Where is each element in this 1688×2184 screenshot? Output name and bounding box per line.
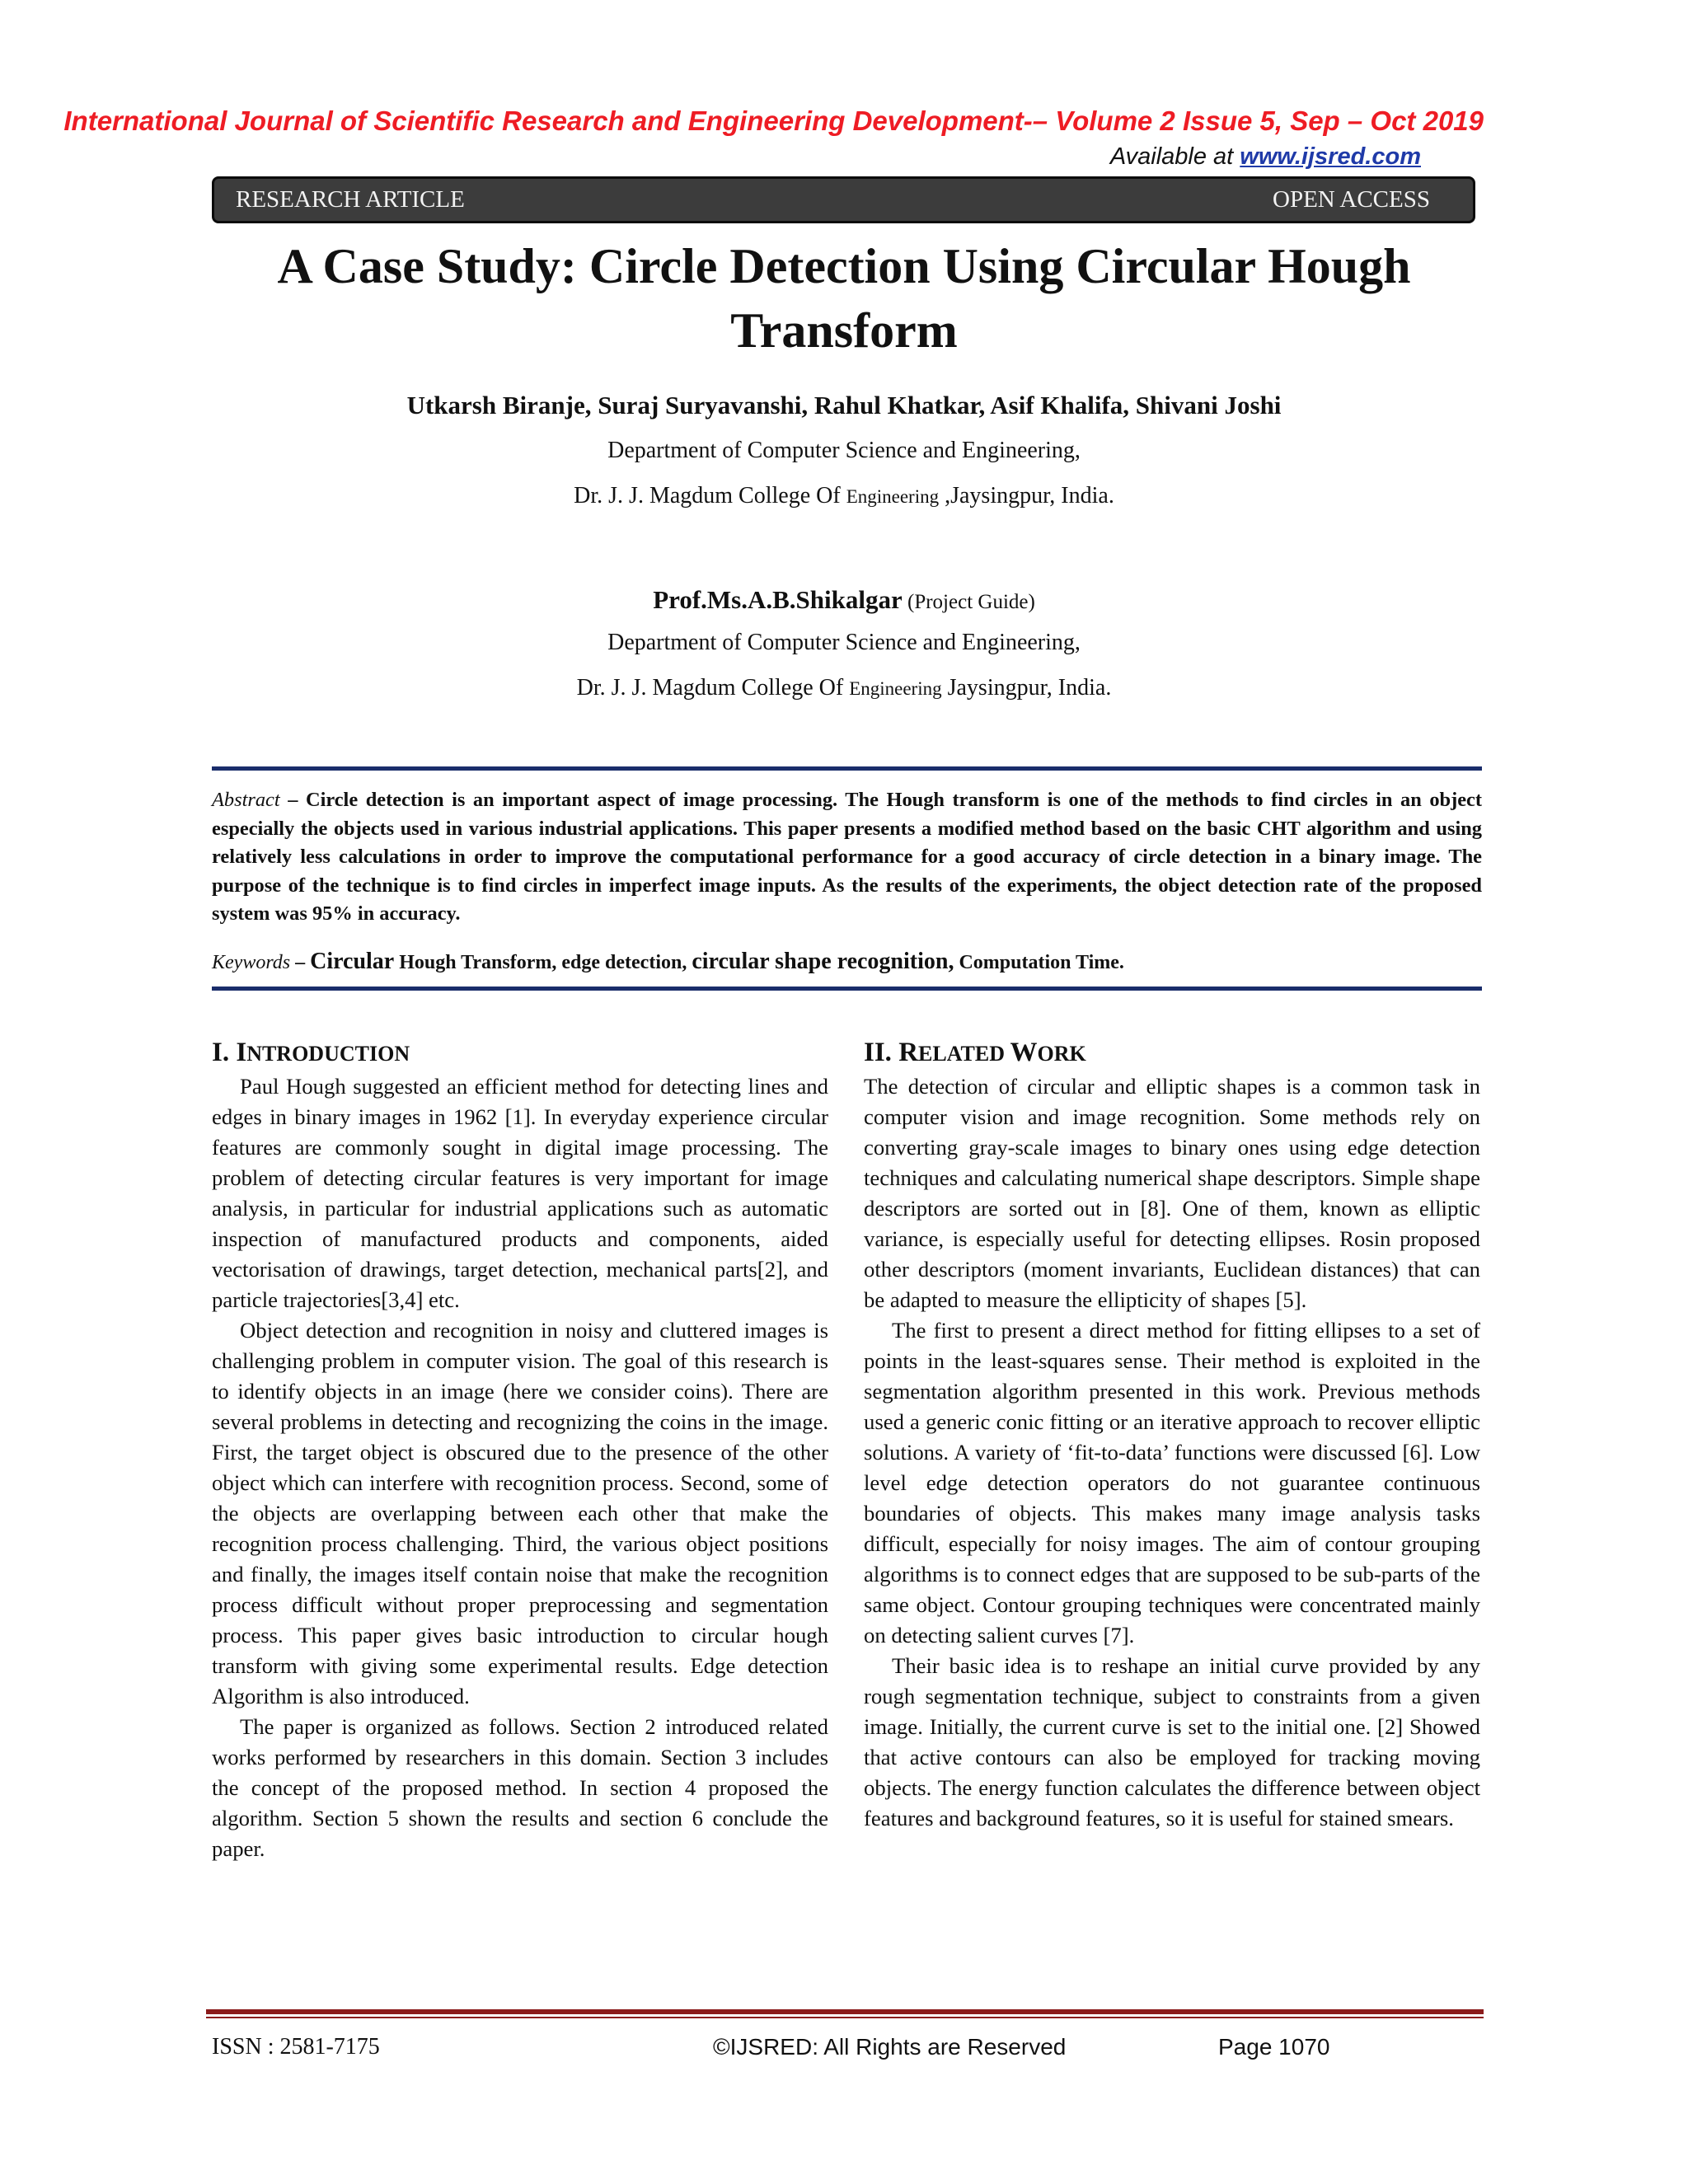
research-article-label: RESEARCH ARTICLE	[236, 186, 465, 213]
availability-line	[0, 143, 1421, 171]
paper-title	[198, 234, 1490, 363]
project-guide	[0, 585, 1688, 615]
affiliation-college-1: Dr. J. J. Magdum College Of Engineering ,Jaysingpur, India.	[574, 483, 1114, 509]
journal-header: International Journal of Scientific Research and Engineering Development-– Volume 2 Issue 5, Sep – Oct 2019	[63, 105, 1484, 136]
affiliation-department-1: Department of Computer Science and Engineering,	[607, 438, 1081, 463]
footer-rule	[206, 2009, 1484, 2014]
author-list: Utkarsh Biranje, Suraj Suryavanshi, Rahul Khatkar, Asif Khalifa, Shivani Joshi	[406, 391, 1282, 419]
footer-copyright: ©IJSRED: All Rights are Reserved	[713, 2034, 1067, 2060]
footer-page-number: Page 1070	[1218, 2034, 1330, 2060]
available-prefix: Available at	[1109, 143, 1240, 170]
keywords-label: Keywords	[212, 952, 291, 973]
paper-title-line-1: A Case Study: Circle Detection Using Circular Hough	[277, 239, 1411, 293]
intro-paragraph: Paul Hough suggested an efficient method for detecting lines and edges in binary images in 1962 [1]. In everyday experience circular features are commonly sought in digital image processing. The problem of detecting circular features is very important for image analysis, in particular for industrial applications such as automatic inspection of manufactured products and components, aided vectorisation of drawings, target detection, mechanical parts[2], and particle trajectories[3,4] etc.	[212, 1074, 828, 1312]
journal-website-link[interactable]: www.ijsred.com	[1240, 143, 1421, 170]
related-work-paragraph: Their basic idea is to reshape an initial curve provided by any rough segmentation technique, subject to constraints from a given image. Initially, the current curve is set to the initial one. [2] Showed that active contours can also be employed for tracking moving objects. The energy function calculates the difference between object features and background features, so it is useful for stained smears.	[864, 1653, 1480, 1830]
abstract-label: Abstract	[212, 789, 280, 811]
abstract: Abstract – Circle detection is an important aspect of image processing. The Hough transform is one of the methods to find circles in an object especially the objects used in various industrial applications. This paper presents a modified method based on the basic CHT algorithm and using relatively less calculations in order to improve the computational performance for a good accuracy of circle detection in a binary image. The purpose of the technique is to find circles in imperfect image inputs. As the results of the experiments, the object detection rate of the proposed system was 95% in accuracy.	[212, 789, 1483, 925]
abstract-text: Circle detection is an important aspect of image processing. The Hough transform is one of the methods to find circles in an object especially the objects used in various industrial applications. This paper presents a modified method based on the basic CHT algorithm and using relatively less calculations in order to improve the computational performance for a good accuracy of circle detection in a binary image. The purpose of the technique is to find circles in imperfect image inputs. As the results of the experiments, the object detection rate of the proposed system was 95% in accuracy.	[212, 789, 1483, 925]
open-access-label: OPEN ACCESS	[1273, 186, 1430, 213]
abstract-bottom-rule	[212, 987, 1482, 991]
intro-paragraph: The paper is organized as follows. Section 2 introduced related works performed by researchers in this domain. Section 3 includes the concept of the proposed method. In section 4 proposed the algorithm. Section 5 shown the results and section 6 conclude the paper.	[212, 1714, 828, 1861]
affiliation-department-2: Department of Computer Science and Engineering,	[607, 630, 1081, 655]
affiliation-college-2: Dr. J. J. Magdum College Of Engineering Jaysingpur, India.	[576, 675, 1112, 701]
footer-issn: ISSN : 2581-7175	[212, 2034, 380, 2060]
related-work-paragraph: The first to present a direct method for fitting ellipses to a set of points in the least-squares sense. Their method is exploited in the segmentation algorithm presented in this work. Previous methods used a generic conic fitting or an iterative approach to recover elliptic solutions. A variety of ‘fit-to-data’ functions were discussed [6]. Low level edge detection operators do not guarantee continuous boundaries of objects. This makes many image analysis tasks difficult, especially for noisy images. The aim of contour grouping algorithms is to connect edges that are supposed to be sub-parts of the same object. Contour grouping techniques were concentrated mainly on detecting salient curves [7].	[864, 1318, 1480, 1647]
article-type-banner	[212, 176, 1475, 223]
guide-role: (Project Guide)	[902, 591, 1035, 613]
intro-paragraph: Object detection and recognition in noisy and cluttered images is challenging problem in computer vision. The goal of this research is to identify objects in an image (here we consider coins). There are several problems in detecting and recognizing the coins in the image. First, the target object is obscured due to the presence of the other object which can interfere with recognition process. Second, some of the objects are overlapping between each other that make the recognition process challenging. Third, the various object positions and finally, the images itself contain noise that make the recognition process difficult without proper preprocessing and segmentation process. This paper gives basic introduction to circular hough transform with giving some experimental results. Edge detection Algorithm is also introduced.	[212, 1318, 828, 1708]
left-column	[212, 1037, 828, 1864]
footer-rule-thin	[206, 2017, 1484, 2018]
section-heading-introduction: I. INTRODUCTION	[212, 1038, 410, 1067]
paper-title-line-2: Transform	[730, 303, 958, 358]
related-work-paragraph: The detection of circular and elliptic shapes is a common task in computer vision and image recognition. Some methods rely on converting gray-scale images to binary ones using edge detection techniques and calculating numerical shape descriptors. Simple shape descriptors are sorted out in [8]. One of them, known as elliptic variance, is especially useful for detecting ellipses. Rosin proposed other descriptors (moment invariants, Euclidean distances) that can be adapted to measure the ellipticity of shapes [5].	[864, 1074, 1480, 1312]
keywords: Keywords – Circular Hough Transform, edge detection, circular shape recognition, Computation Time.	[212, 949, 1124, 974]
section-heading-related-work: II. RELATED WORK	[864, 1038, 1086, 1067]
guide-name: Prof.Ms.A.B.Shikalgar	[653, 585, 903, 614]
abstract-top-rule	[212, 766, 1482, 771]
right-column	[864, 1037, 1480, 1834]
